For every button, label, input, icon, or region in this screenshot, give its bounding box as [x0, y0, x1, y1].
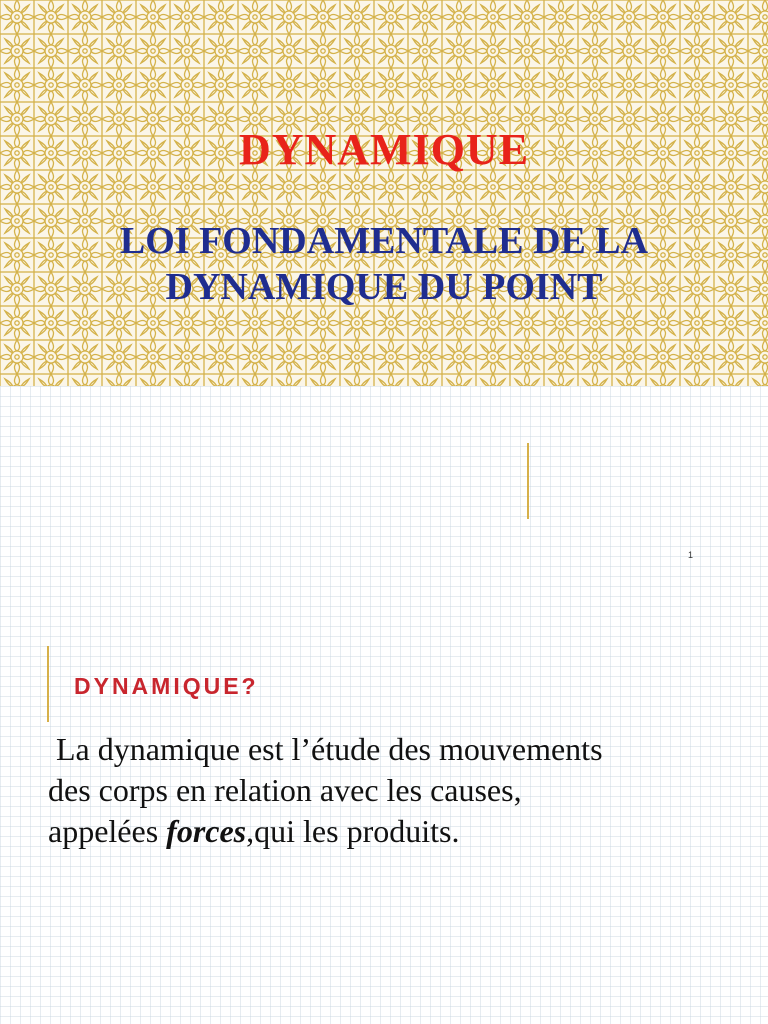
ornamental-pattern	[0, 0, 768, 386]
section-heading: DYNAMIQUE?	[74, 673, 259, 699]
title-slide-header	[0, 0, 768, 386]
subtitle-line-2: DYNAMIQUE DU POINT	[165, 266, 603, 308]
subtitle-line-1: LOI FONDAMENTALE DE LA	[119, 220, 649, 262]
paragraph-line-3-end: ,qui les produits.	[246, 813, 460, 849]
paragraph-line-3-start: appelées	[48, 813, 167, 849]
paragraph-line-1: La dynamique est l’étude des mouvements	[56, 731, 603, 767]
forces-emphasis: forces	[166, 813, 247, 849]
definition-paragraph	[48, 729, 748, 852]
grid-paper-background	[0, 386, 768, 1024]
vertical-accent-line	[527, 443, 529, 519]
slide-subtitle	[60, 218, 708, 310]
page-number: 1	[688, 550, 694, 560]
slide-title: DYNAMIQUE	[238, 125, 530, 174]
section-accent-line	[47, 646, 49, 722]
paragraph-line-2: des corps en relation avec les causes,	[48, 772, 522, 808]
paragraph-line-3	[48, 811, 748, 852]
